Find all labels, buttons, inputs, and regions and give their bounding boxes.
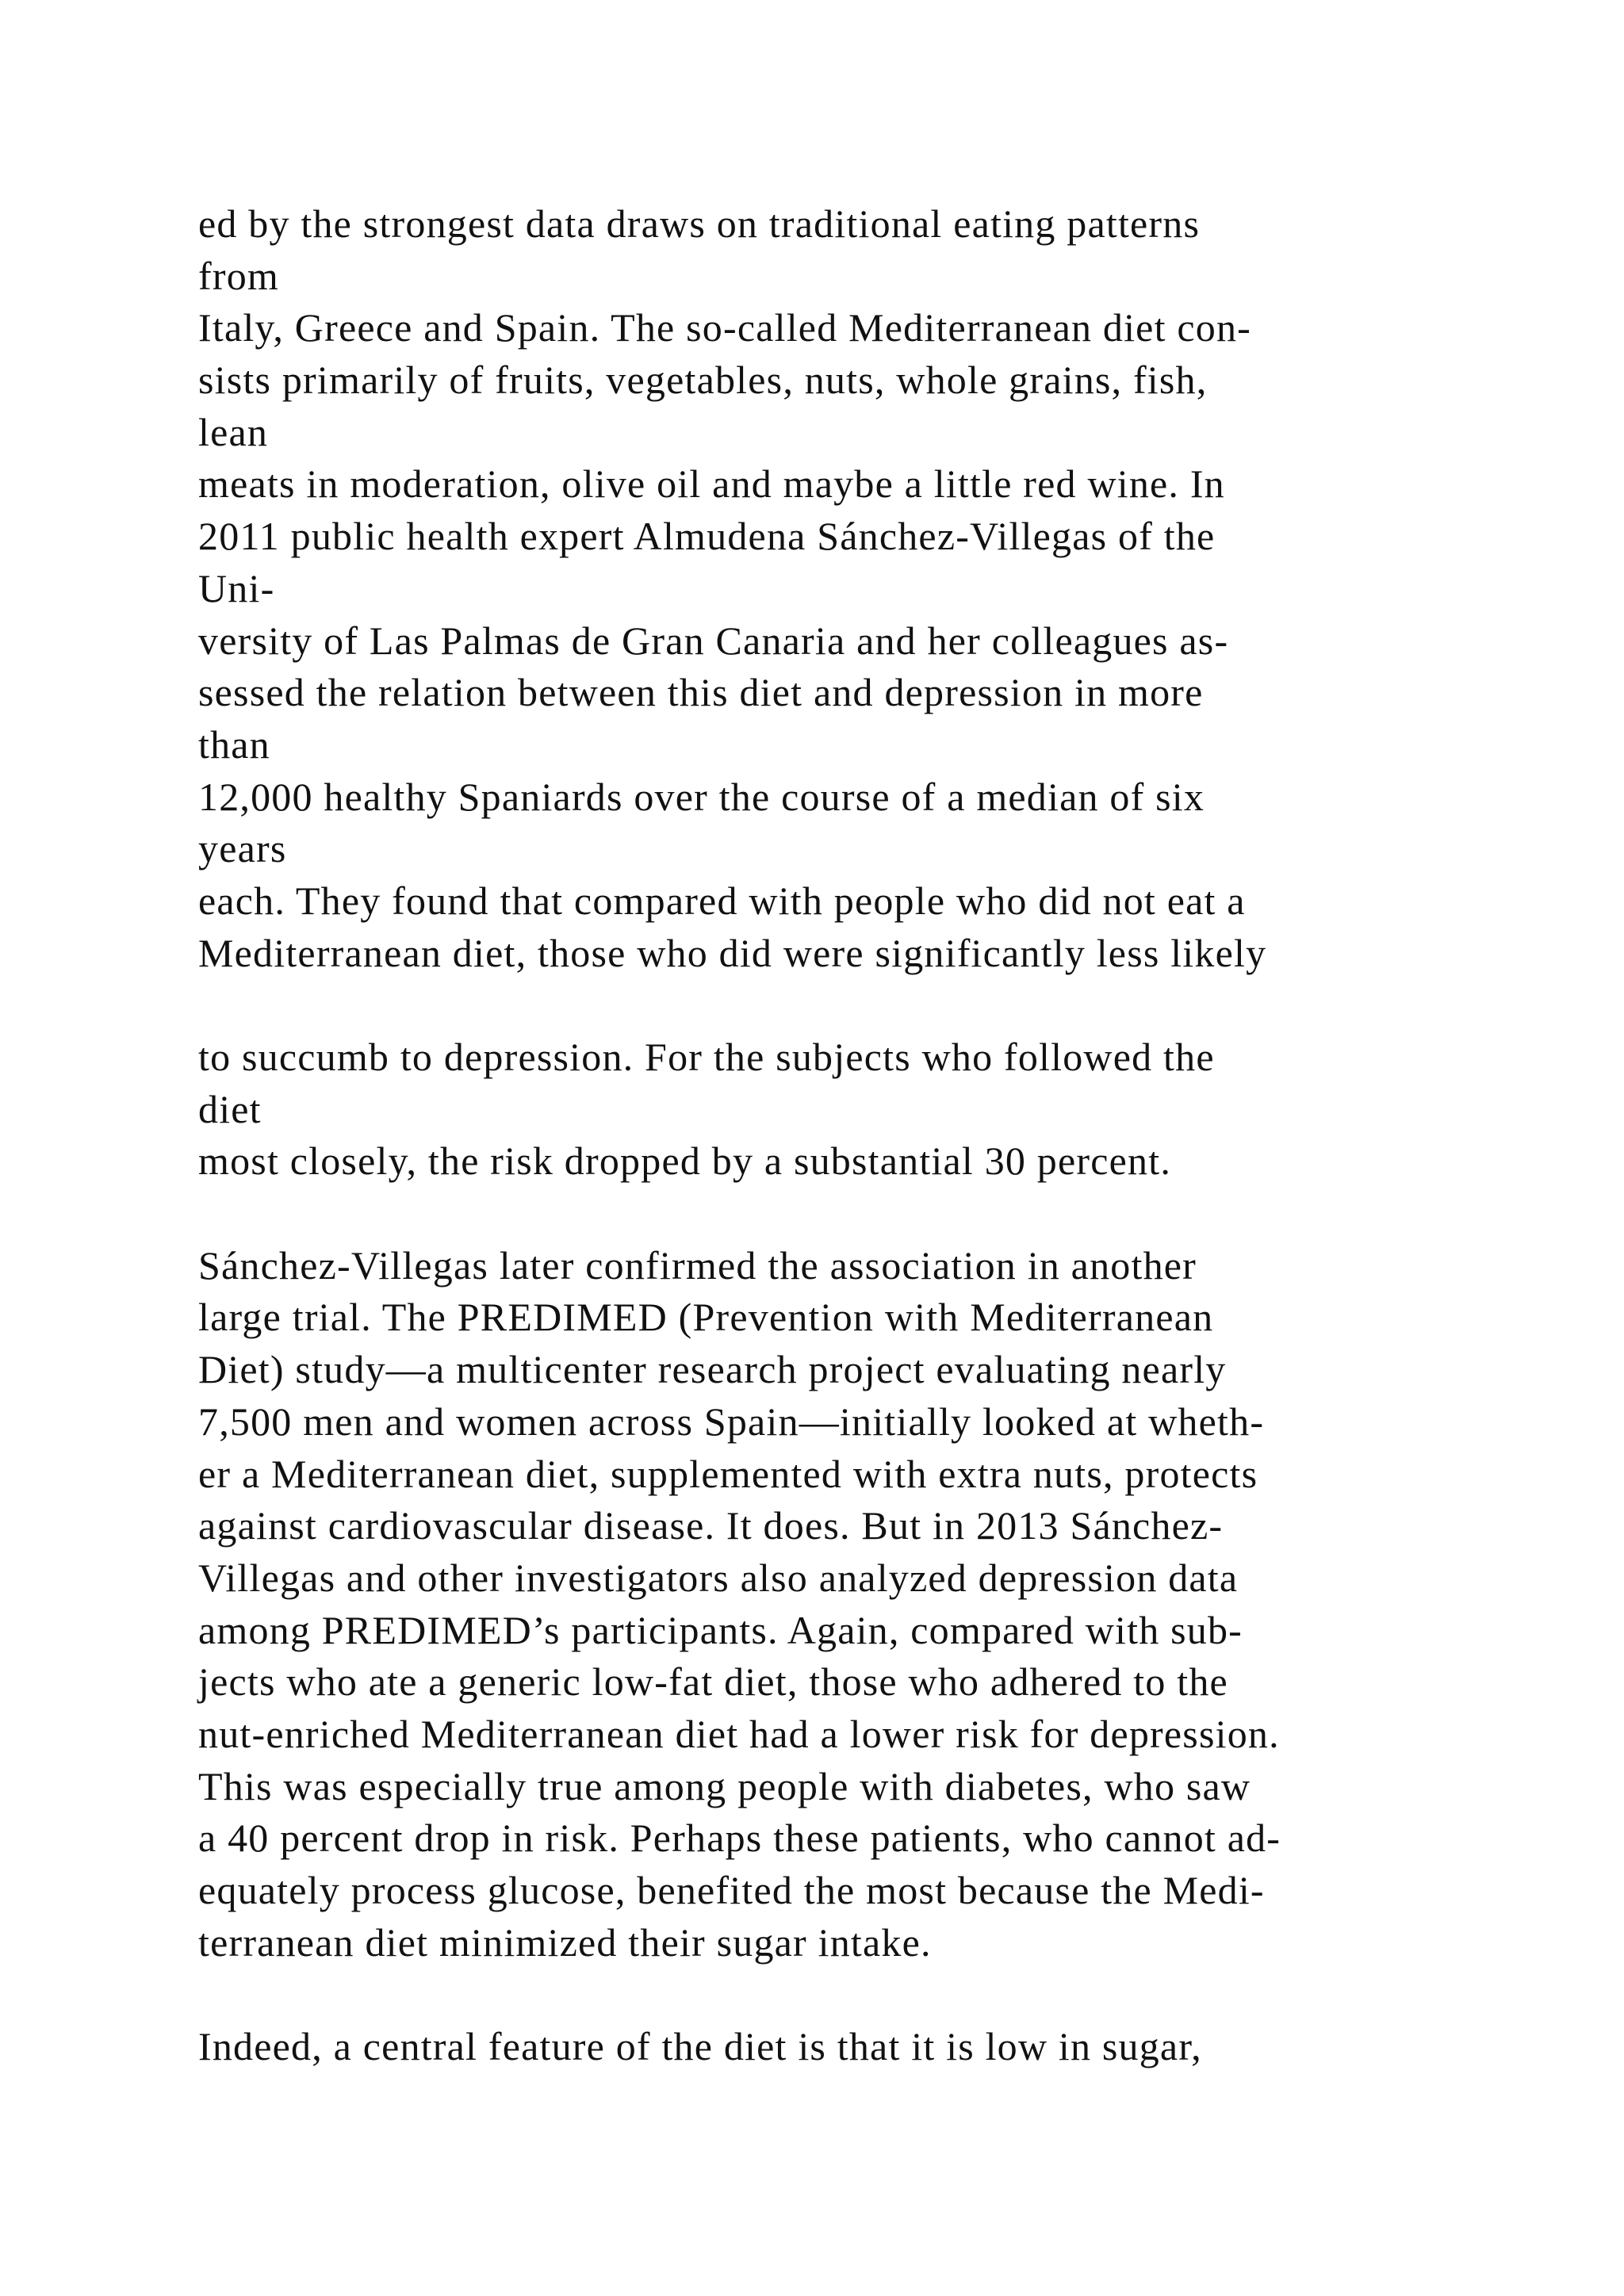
text-line: Mediterranean diet, those who did were significantly less likely — [198, 930, 1267, 975]
text-line: lean — [198, 409, 269, 454]
text-line: ed by the strongest data draws on traditional eating patterns — [198, 201, 1201, 246]
text-line: 12,000 healthy Spaniards over the course of a median of six — [198, 774, 1205, 819]
text-line: a 40 percent drop in risk. Perhaps these patients, who cannot ad- — [198, 1816, 1281, 1861]
text-line: sists primarily of fruits, vegetables, nuts, whole grains, fish, — [198, 358, 1208, 403]
text-line: Sánchez-Villegas later confirmed the association in another — [198, 1242, 1197, 1288]
text-line: each. They found that compared with people who did not eat a — [198, 878, 1246, 923]
text-line: large trial. The PREDIMED (Prevention with Mediterranean — [198, 1295, 1214, 1340]
text-line: This was especially true among people with diabetes, who saw — [198, 1763, 1251, 1808]
text-line: terranean diet minimized their sugar intake. — [198, 1919, 932, 1965]
paragraph-gap — [198, 1969, 1546, 2021]
text-line: versity of Las Palmas de Gran Canaria and her colleagues as- — [198, 618, 1229, 663]
text-line: diet — [198, 1086, 262, 1131]
text-line: against cardiovascular disease. It does. But in 2013 Sánchez- — [198, 1503, 1224, 1548]
text-line: among PREDIMED’s participants. Again, compared with sub- — [198, 1607, 1243, 1652]
text-line: Indeed, a central feature of the diet is that it is low in sugar, — [198, 2024, 1202, 2069]
text-line: 7,500 men and women across Spain—initially looked at wheth- — [198, 1399, 1265, 1444]
text-line: to succumb to depression. For the subjects who followed the — [198, 1035, 1215, 1079]
text-line: Uni- — [198, 565, 275, 610]
text-line: from — [198, 253, 279, 298]
text-line: sessed the relation between this diet and depression in more — [198, 670, 1204, 715]
text-line: Villegas and other investigators also analyzed depression data — [198, 1555, 1239, 1600]
paragraph-gap — [198, 979, 1546, 1031]
text-line: equately process glucose, benefited the most because the Medi- — [198, 1868, 1265, 1912]
text-line: than — [198, 721, 270, 767]
text-line: most closely, the risk dropped by a substantial 30 percent. — [198, 1138, 1172, 1184]
text-line: 2011 public health expert Almudena Sánchez-Villegas of the — [198, 514, 1216, 559]
text-line: jects who ate a generic low-fat diet, those who adhered to the — [198, 1659, 1228, 1705]
text-line: meats in moderation, olive oil and maybe a little red wine. In — [198, 461, 1225, 507]
text-line: years — [198, 826, 287, 871]
text-line: nut-enriched Mediterranean diet had a lower risk for depression. — [198, 1711, 1280, 1756]
body-text — [198, 198, 1546, 2073]
text-line: Italy, Greece and Spain. The so-called Mediterranean diet con- — [198, 305, 1252, 350]
text-line: er a Mediterranean diet, supplemented with extra nuts, protects — [198, 1451, 1258, 1496]
text-line: Diet) study—a multicenter research project evaluating nearly — [198, 1347, 1227, 1392]
paragraph-gap — [198, 1188, 1546, 1240]
